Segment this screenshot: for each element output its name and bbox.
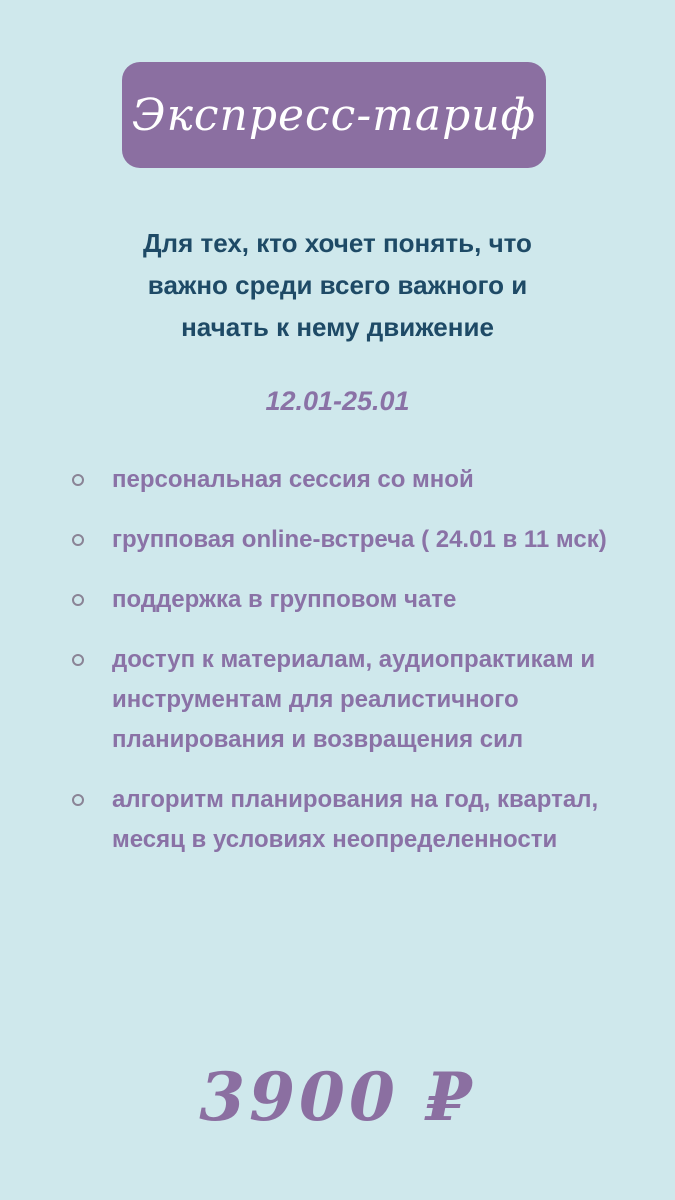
feature-text: алгоритм планирования на год, квартал, месяц в условиях неопределенности: [112, 786, 599, 853]
feature-list: [70, 460, 650, 880]
circle-bullet-icon: [72, 654, 84, 666]
list-item: [70, 580, 650, 620]
list-item: [70, 520, 650, 560]
list-item: [70, 640, 650, 760]
subtitle: [60, 222, 615, 348]
list-item: [70, 780, 650, 860]
list-item: [70, 460, 650, 500]
circle-bullet-icon: [72, 474, 84, 486]
circle-bullet-icon: [72, 594, 84, 606]
circle-bullet-icon: [72, 794, 84, 806]
feature-text: доступ к материалам, аудиопрактикам и инструментам для реалистичного планирования и возвращения сил: [112, 646, 596, 753]
page-title: Экспресс-тариф: [131, 89, 537, 141]
circle-bullet-icon: [72, 534, 84, 546]
feature-text: персональная сессия со мной: [112, 466, 474, 493]
subtitle-line: важно среди всего важного и: [147, 270, 528, 300]
date-range: 12.01-25.01: [265, 386, 410, 416]
title-badge: [122, 62, 546, 168]
subtitle-line: Для тех, кто хочет понять, что: [143, 228, 532, 258]
price: 3900 ₽: [199, 1058, 476, 1136]
subtitle-line: начать к нему движение: [181, 312, 494, 342]
feature-text: поддержка в групповом чате: [112, 586, 457, 613]
feature-text: групповая online-встреча ( 24.01 в 11 мск): [112, 526, 607, 553]
